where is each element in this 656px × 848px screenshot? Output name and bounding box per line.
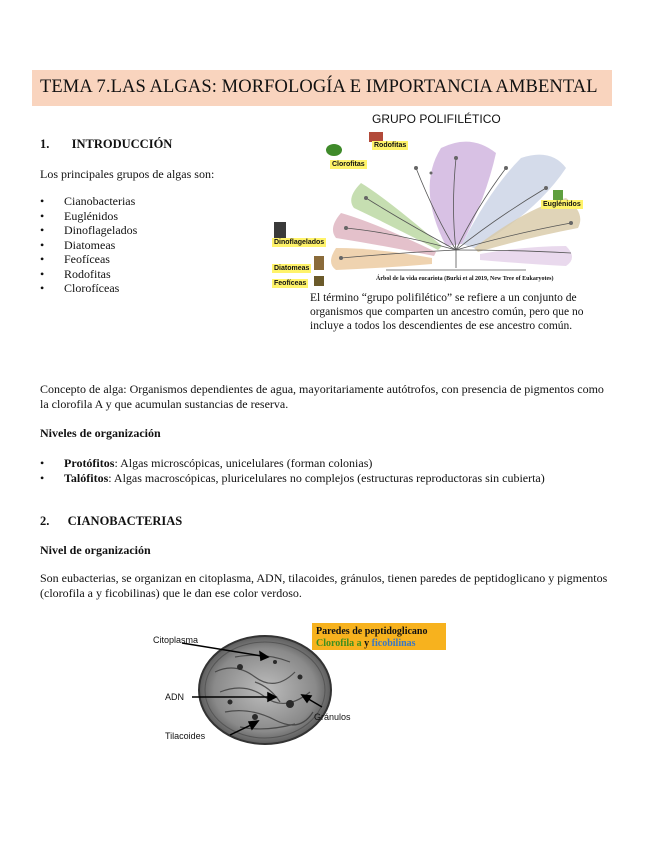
levels-heading: Niveles de organización: [40, 426, 161, 440]
tree-label-rodofitas: Rodofitas: [374, 142, 407, 149]
phaeophyte-thumbnail: [314, 276, 324, 286]
legend-phycobilins: ficobilinas: [371, 638, 416, 649]
list-item: • Diatomeas: [40, 237, 116, 252]
cell-label-tilacoides: Tilacoides: [165, 731, 206, 741]
tree-figure-title: GRUPO POLIFILÉTICO: [372, 112, 501, 126]
tree-label-feoficeas: Feofíceas: [274, 280, 307, 287]
cell-legend: [316, 626, 427, 650]
level-term: Protófitos: [64, 456, 115, 470]
page-title: TEMA 7.LAS ALGAS: MORFOLOGÍA E IMPORTANCIA AMBENTAL: [40, 77, 598, 97]
legend-pigments: [316, 638, 427, 650]
alga-concept: Concepto de alga: Organismos dependientes de agua, mayoritariamente autótrofos, con presencia de pigmentos como la clorofila A y que acumulan sustancias de reserva.: [40, 382, 604, 411]
section-1-number: 1.: [40, 137, 50, 151]
list-item: • Feofíceas: [40, 252, 110, 266]
list-item: • Dinoflagelados: [40, 223, 138, 237]
levels-list: [40, 456, 620, 486]
tree-label-clorofitas: Clorofitas: [332, 161, 365, 168]
tree-label-diatomeas: Diatomeas: [274, 265, 310, 272]
level-desc: : Algas microscópicas, unicelulares (forman colonias): [114, 456, 373, 470]
groups-intro: Los principales grupos de algas son:: [40, 167, 215, 181]
legend-walls: Paredes de peptidoglicano: [316, 626, 428, 637]
level-term: Talófitos: [64, 471, 109, 485]
list-item: • Euglénidos: [40, 208, 118, 223]
cell-label-adn: ADN: [165, 692, 185, 702]
legend-chlorophyll: Clorofila a: [316, 638, 362, 649]
section-2-heading: [40, 514, 182, 529]
list-item: • Protófitos: Algas microscópicas, unicelulares (forman colonias): [40, 456, 373, 470]
section-2-number: 2.: [40, 514, 50, 528]
cyanobacteria-text: Son eubacterias, se organizan en citoplasma, ADN, tilacoides, gránulos, tienen paredes de peptidoglicano y pigmentos (clorofila a y ficobilinas) que le dan ese color verdoso.: [40, 571, 608, 600]
list-item: • Cianobacterias: [40, 194, 136, 208]
cell-label-citoplasma: Citoplasma: [153, 635, 199, 645]
level-desc: : Algas macroscópicas, pluricelulares no complejos (estructuras reproductoras sin cubierta): [108, 471, 545, 485]
dinoflagellate-thumbnail: [274, 222, 286, 238]
legend-and: y: [361, 638, 372, 649]
section-2-title: CIANOBACTERIAS: [67, 514, 183, 528]
section-1-title: INTRODUCCIÓN: [71, 137, 173, 151]
cell-label-granulos: Gránulos: [314, 712, 351, 722]
organization-subheading: Nivel de organización: [40, 543, 151, 557]
list-item: • Clorofíceas: [40, 281, 120, 295]
tree-caption: Árbol de la vida eucariota (Burki et al 2019, New Tree of Eukaryotes): [376, 276, 554, 282]
tree-label-euglenidos: Euglénidos: [543, 201, 581, 208]
list-item: • Talófitos: Algas macroscópicas, pluricelulares no complejos (estructuras reproductoras sin cubierta): [40, 471, 545, 485]
section-1-heading: [40, 137, 172, 152]
groups-list: [40, 194, 240, 296]
list-item: • Rodofitas: [40, 266, 111, 281]
polyphyletic-note: El término “grupo polifilético” se refiere a un conjunto de organismos que comparten un ancestro común, pero que no incluye a todos los descendientes de ese ancestro común.: [310, 292, 584, 332]
diatom-thumbnail: [314, 256, 324, 270]
eukaryote-tree-figure: [266, 128, 598, 290]
tree-label-dinoflagelados: Dinoflagelados: [274, 239, 325, 246]
green-alga-thumbnail: [326, 144, 342, 156]
cell-pointer-arrows: [150, 635, 350, 745]
